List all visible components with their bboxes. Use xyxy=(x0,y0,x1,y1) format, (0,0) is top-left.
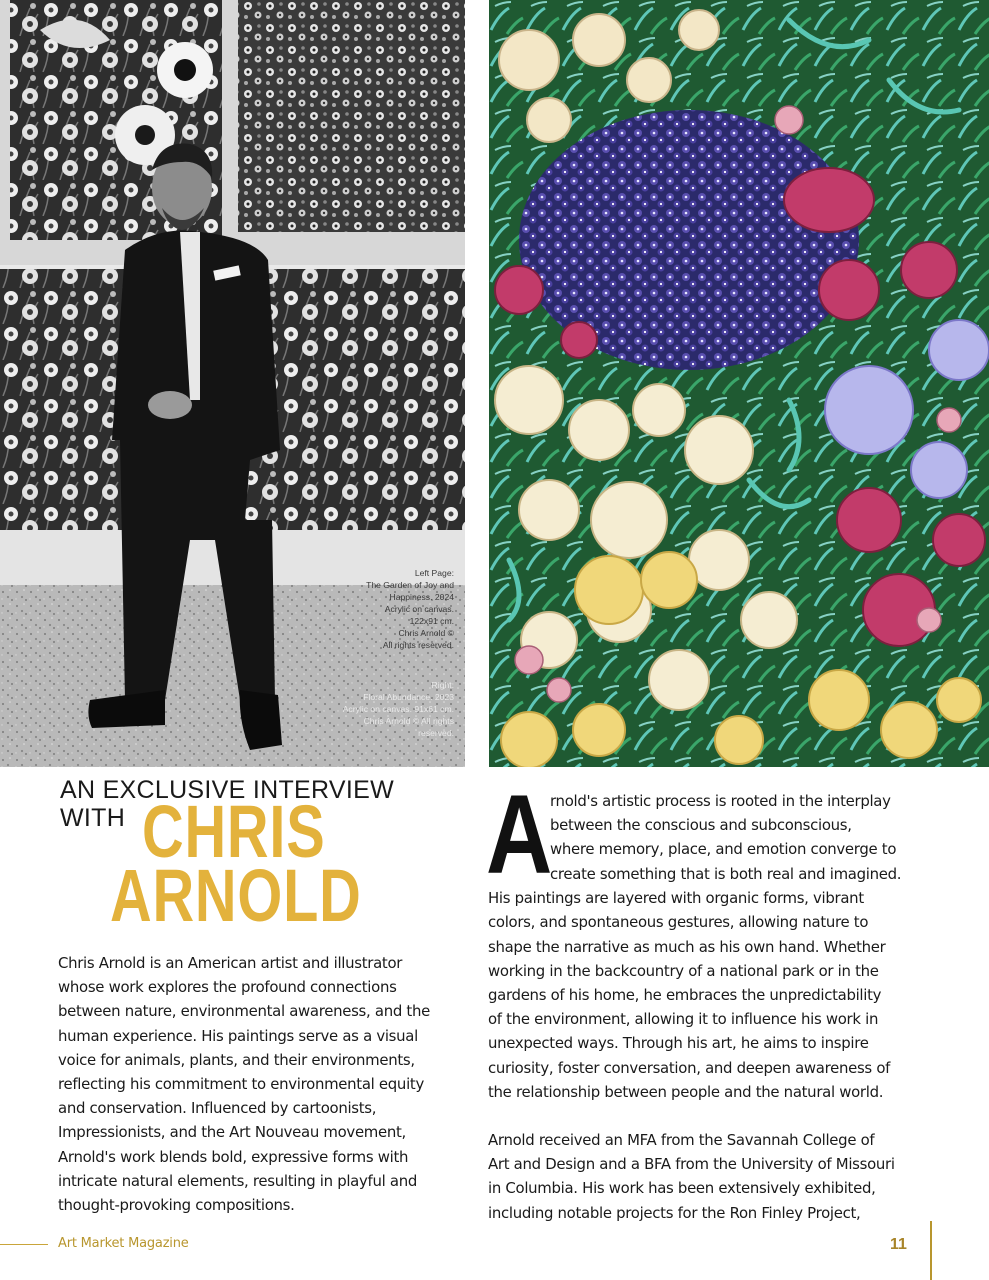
article-line: Art and Design and a BFA from the University of Missouri xyxy=(488,1155,895,1174)
bio-line: Arnold's work blends bold, expressive forms with xyxy=(58,1147,409,1166)
floral-painting-illustration xyxy=(489,0,989,767)
artist-photo-illustration xyxy=(0,0,465,767)
title-line-1: AN EXCLUSIVE INTERVIEW xyxy=(60,776,394,804)
artist-last-name: ARNOLD xyxy=(110,854,362,937)
article-line: curiosity, foster conversation, and deepen awareness of xyxy=(488,1058,891,1077)
right-page-caption: Right: Floral Abundance. 2023 Acrylic on canvas. 91x61 cm. Chris Arnold © All rights reserved. xyxy=(342,680,454,738)
bio-line: between nature, environmental awareness, and the xyxy=(58,1002,430,1021)
article-paragraph-1 xyxy=(488,862,920,1104)
article-line: shape the narrative as much as his own hand. Whether xyxy=(488,937,886,956)
article-line: including notable projects for the Ron Finley Project, xyxy=(488,1203,861,1222)
article-line: gardens of his home, he embraces the unpredictability xyxy=(488,986,882,1005)
article-line: working in the backcountry of a national park or in the xyxy=(488,961,879,980)
article-line: the relationship between people and the natural world. xyxy=(488,1082,884,1101)
article-line: unexpected ways. Through his art, he aims to inspire xyxy=(488,1034,869,1053)
drop-cap: A xyxy=(486,772,553,897)
bio-line: Impressionists, and the Art Nouveau movement, xyxy=(58,1123,406,1142)
footer-divider xyxy=(930,1221,932,1280)
bio-line: human experience. His paintings serve as a visual xyxy=(58,1026,418,1045)
bio-line: Chris Arnold is an American artist and illustrator xyxy=(58,954,403,972)
bio-line: whose work explores the profound connections xyxy=(58,978,397,997)
bio-line: and conservation. Influenced by cartoonists, xyxy=(58,1099,377,1118)
article-paragraph-1-indent xyxy=(550,789,920,862)
bio-line: voice for animals, plants, and their environments, xyxy=(58,1050,415,1069)
artist-first-name: CHRIS xyxy=(142,790,326,873)
left-page-caption: Left Page: The Garden of Joy and Happiness. 2024 Acrylic on canvas. 122x91 cm. Chris Arnold © All rights reserved. xyxy=(366,568,454,650)
artist-bio xyxy=(58,951,453,1217)
bio-line: thought-provoking compositions. xyxy=(58,1196,295,1215)
footer-rule xyxy=(0,1244,48,1245)
article-line: in Columbia. His work has been extensively exhibited, xyxy=(488,1179,876,1198)
artist-photo xyxy=(0,0,465,767)
article-line: rnold's artistic process is rooted in the interplay xyxy=(550,792,891,810)
article-line: of the environment, allowing it to influence his work in xyxy=(488,1010,879,1029)
article-line: where memory, place, and emotion converge to xyxy=(550,840,897,859)
title-line-2: WITH xyxy=(60,804,126,832)
article-line: create something that is both real and imagined. xyxy=(550,865,902,883)
page-number: 11 xyxy=(890,1236,907,1253)
article-paragraph-2 xyxy=(488,1128,920,1225)
bio-line: reflecting his commitment to environmental equity xyxy=(58,1075,424,1094)
article-line: His paintings are layered with organic forms, vibrant xyxy=(488,889,864,908)
footer-magazine-name: Art Market Magazine xyxy=(58,1236,189,1251)
bio-line: intricate natural elements, resulting in playful and xyxy=(58,1171,417,1190)
article-line: colors, and spontaneous gestures, allowing nature to xyxy=(488,913,869,932)
article-line: Arnold received an MFA from the Savannah College of xyxy=(488,1131,875,1149)
article-line: between the conscious and subconscious, xyxy=(550,816,852,835)
floral-painting xyxy=(489,0,989,767)
